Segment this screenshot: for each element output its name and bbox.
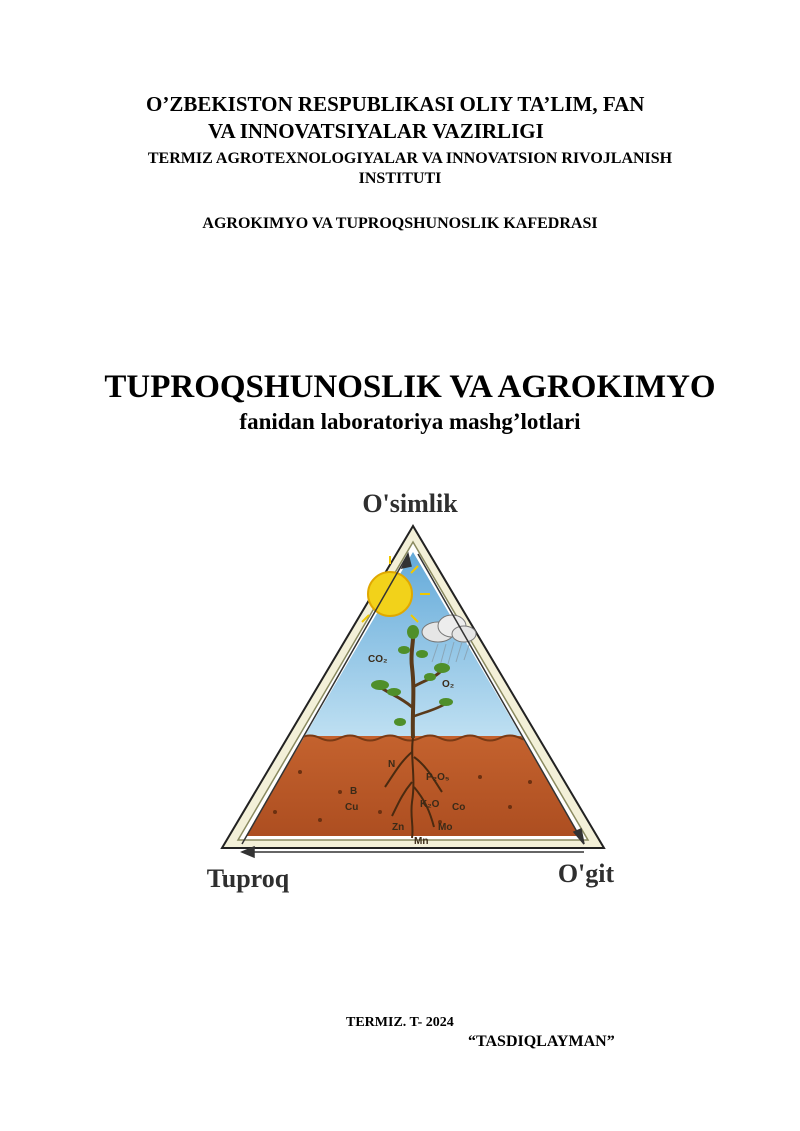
soil-label-cu: Cu — [345, 802, 359, 813]
soil-label-k2o: K₂O — [420, 799, 440, 810]
soil-label-n: N — [388, 759, 396, 770]
triangle-illustration — [180, 482, 640, 902]
department-name: AGROKIMYO VA TUPROQSHUNOSLIK KAFEDRASI — [202, 215, 598, 232]
co2-label: CO₂ — [368, 654, 388, 665]
footer-city-year: TERMIZ. T- 2024 — [346, 1015, 454, 1030]
institute-line-1: TERMIZ AGROTEXNOLOGIYALAR VA INNOVATSION RIVOJLANISH — [147, 150, 673, 167]
ministry-line-2: VA INNOVATSIYALAR VAZIRLIGI — [208, 119, 544, 143]
sky-area — [220, 542, 620, 738]
ministry-line-1: O’ZBEKISTON RESPUBLIKASI OLIY TA’LIM, FAN — [146, 92, 645, 116]
label-soil: Tuproq — [206, 864, 290, 893]
soil-label-b: B — [350, 786, 358, 797]
soil-label-mo: Mo — [438, 822, 453, 833]
soil-label-co: Co — [452, 802, 466, 813]
institute-line-2: INSTITUTI — [358, 170, 442, 187]
o2-label: O₂ — [442, 679, 455, 690]
document-title: TUPROQSHUNOSLIK VA AGROKIMYO — [104, 369, 716, 405]
soil-label-zn: Zn — [392, 822, 405, 833]
plant-soil-fertilizer-diagram — [180, 482, 640, 902]
document-subtitle: fanidan laboratoriya mashg’lotlari — [239, 409, 581, 434]
label-fertilizer: O'git — [557, 859, 615, 888]
soil-label-p2o5: P₂O₅ — [426, 772, 450, 783]
label-plant: O'simlik — [362, 489, 458, 518]
approval-stamp-text: “TASDIQLAYMAN” — [468, 1033, 615, 1050]
soil-label-mn: Mn — [414, 836, 429, 847]
